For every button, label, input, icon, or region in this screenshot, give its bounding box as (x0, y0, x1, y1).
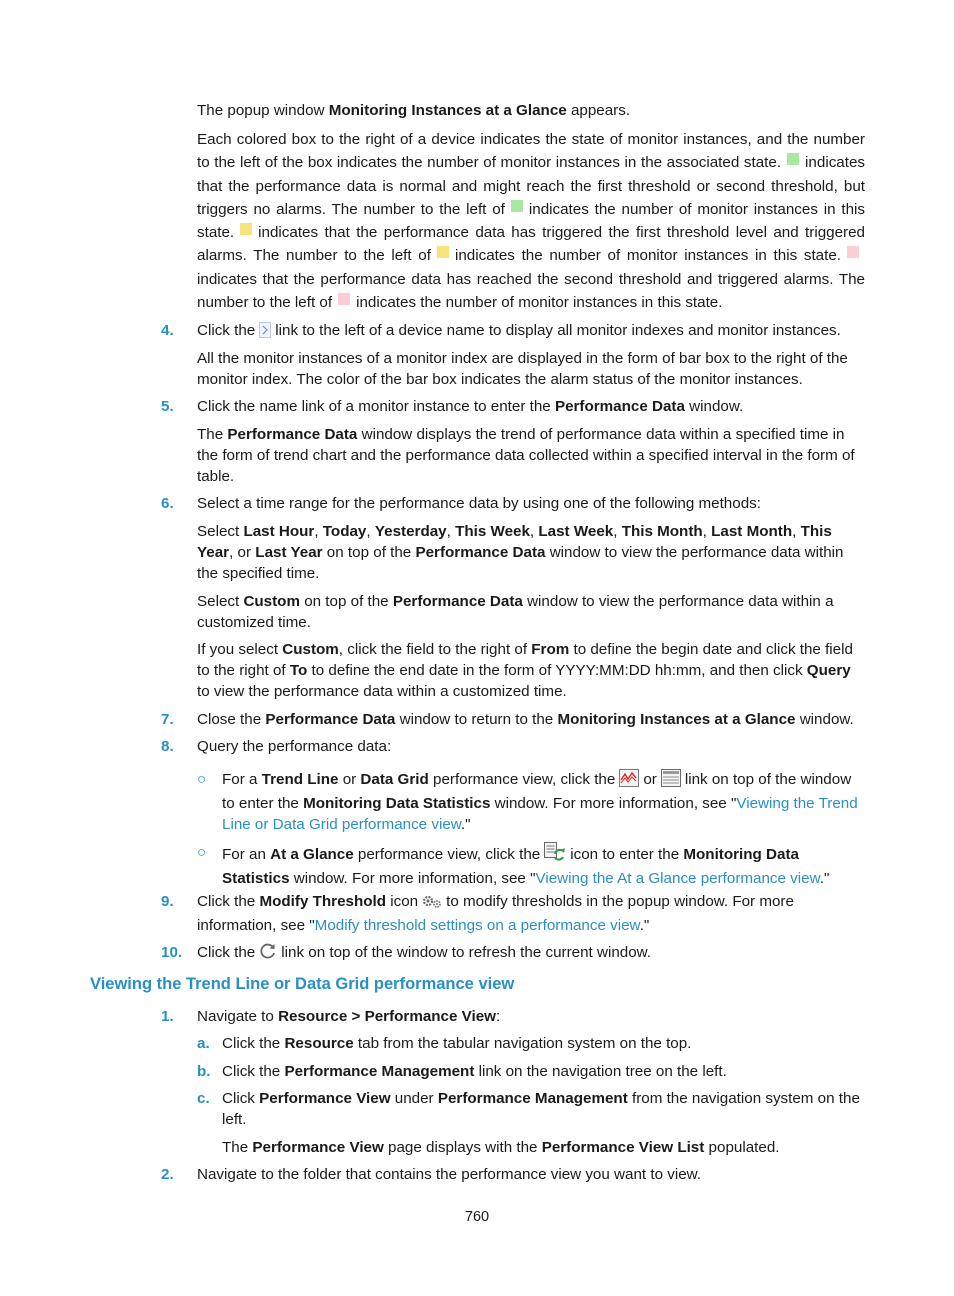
section-heading: Viewing the Trend Line or Data Grid performance view (90, 975, 515, 993)
step-8-glance: For an At a Glance performance view, click the icon to enter the Monitoring Data Statistics window. For more information, see "Viewing the At a Glance performance view." (222, 842, 865, 889)
trend-chart-icon (619, 769, 639, 793)
bullet: ○ (197, 844, 207, 861)
state-description: Each colored box to the right of a device indicates the state of monitor instances, and the number to the left of the box indicates the number of monitor instances in the associated state. indicates that the performance data is normal and might reach the first threshold or second threshold, but triggers no alarms. The number to the left of indicates the number of monitor instances in this state. indicates that the performance data has triggered the first threshold level and triggered alarms. The number to the left of indicates the number of monitor instances in this state.indicates that the performance data has reached the second threshold and triggered alarms. The number to the left of indicates the number of monitor instances in this state. (197, 131, 865, 312)
step-8-text: Query the performance data: (197, 738, 392, 755)
link-viewing-at-a-glance[interactable]: Viewing the At a Glance performance view (535, 870, 820, 887)
step-6-custom: Select Custom on top of the Performance Data window to view the performance data within a customized time. (197, 593, 834, 631)
data-grid-icon (661, 769, 681, 793)
step-6-text: Select a time range for the performance data by using one of the following methods: (197, 495, 761, 512)
substep-letter: b. (197, 1063, 211, 1080)
refresh-icon (259, 942, 277, 966)
step-number: 10. (161, 944, 183, 961)
yellow-state-box (437, 246, 449, 258)
step-7-text: Close the Performance Data window to return to the Monitoring Instances at a Glance window. (197, 711, 854, 728)
step-number: 1. (161, 1008, 174, 1025)
substep-b-text: Click the Performance Management link on the navigation tree on the left. (222, 1063, 727, 1080)
step-number: 2. (161, 1166, 174, 1183)
step-number: 5. (161, 398, 174, 415)
step-10-text: Click the link on top of the window to refresh the current window. (197, 942, 865, 966)
section-step-1-text: Navigate to Resource > Performance View: (197, 1008, 501, 1025)
substep-a-text: Click the Resource tab from the tabular navigation system on the top. (222, 1035, 692, 1052)
step-8-trend-grid: For a Trend Line or Data Grid performance view, click the or link on top of the window to enter the Monitoring Data Statistics window. For more information, see "Viewing the Trend Line or Data Grid performance view." (222, 771, 858, 833)
step-5-text: Click the name link of a monitor instance to enter the Performance Data window. (197, 398, 744, 415)
step-4-note: All the monitor instances of a monitor index are displayed in the form of bar box to the right of the monitor index. The color of the bar box indicates the alarm status of the monitor instances. (197, 350, 848, 388)
step-9-text: Click the Modify Threshold icon to modify thresholds in the popup window. For more information, see "Modify threshold settings on a performance view." (197, 893, 794, 934)
link-viewing-trend-line[interactable]: Viewing the Trend Line or Data Grid performance view (222, 795, 858, 833)
step-number: 6. (161, 495, 174, 512)
page-number: 760 (464, 1209, 490, 1225)
green-state-box (511, 200, 523, 212)
pink-state-box (338, 293, 350, 305)
gears-icon (422, 894, 442, 915)
substep-c-text: Click Performance View under Performance Management from the navigation system on the left. (222, 1090, 860, 1128)
section-step-2-text: Navigate to the folder that contains the performance view you want to view. (197, 1166, 701, 1183)
step-6-custom-detail: If you select Custom, click the field to the right of From to define the begin date and click the field to the right of To to define the end date in the form of YYYY:MM:DD hh:mm, and then click Query to view the performance data within a customized time. (197, 641, 853, 700)
step-number: 9. (161, 893, 174, 910)
step-6-preset-ranges: Select Last Hour, Today, Yesterday, This Week, Last Week, This Month, Last Month, This Year, or Last Year on top of the Performance Data window to view the performance data within the specified time. (197, 523, 844, 582)
substep-note: The Performance View page displays with the Performance View List populated. (222, 1139, 780, 1156)
step-4-text: Click the link to the left of a device name to display all monitor indexes and monitor instances. (197, 320, 865, 344)
step-number: 4. (161, 322, 174, 339)
step-number: 8. (161, 738, 174, 755)
substep-letter: c. (197, 1090, 210, 1107)
expand-arrow-icon (259, 322, 271, 344)
popup-appears-text: The popup window Monitoring Instances at a Glance appears. (197, 102, 631, 119)
step-5-note: The Performance Data window displays the trend of performance data within a specified time in the form of trend chart and the performance data collected within a specified interval in the form of table. (197, 426, 855, 485)
substep-letter: a. (197, 1035, 210, 1052)
green-state-box (787, 153, 799, 165)
yellow-state-box (240, 223, 252, 235)
glance-view-icon (544, 842, 566, 868)
pink-state-box (847, 246, 859, 258)
link-modify-threshold[interactable]: Modify threshold settings on a performance view (314, 917, 640, 934)
bullet: ○ (197, 771, 207, 788)
step-number: 7. (161, 711, 174, 728)
